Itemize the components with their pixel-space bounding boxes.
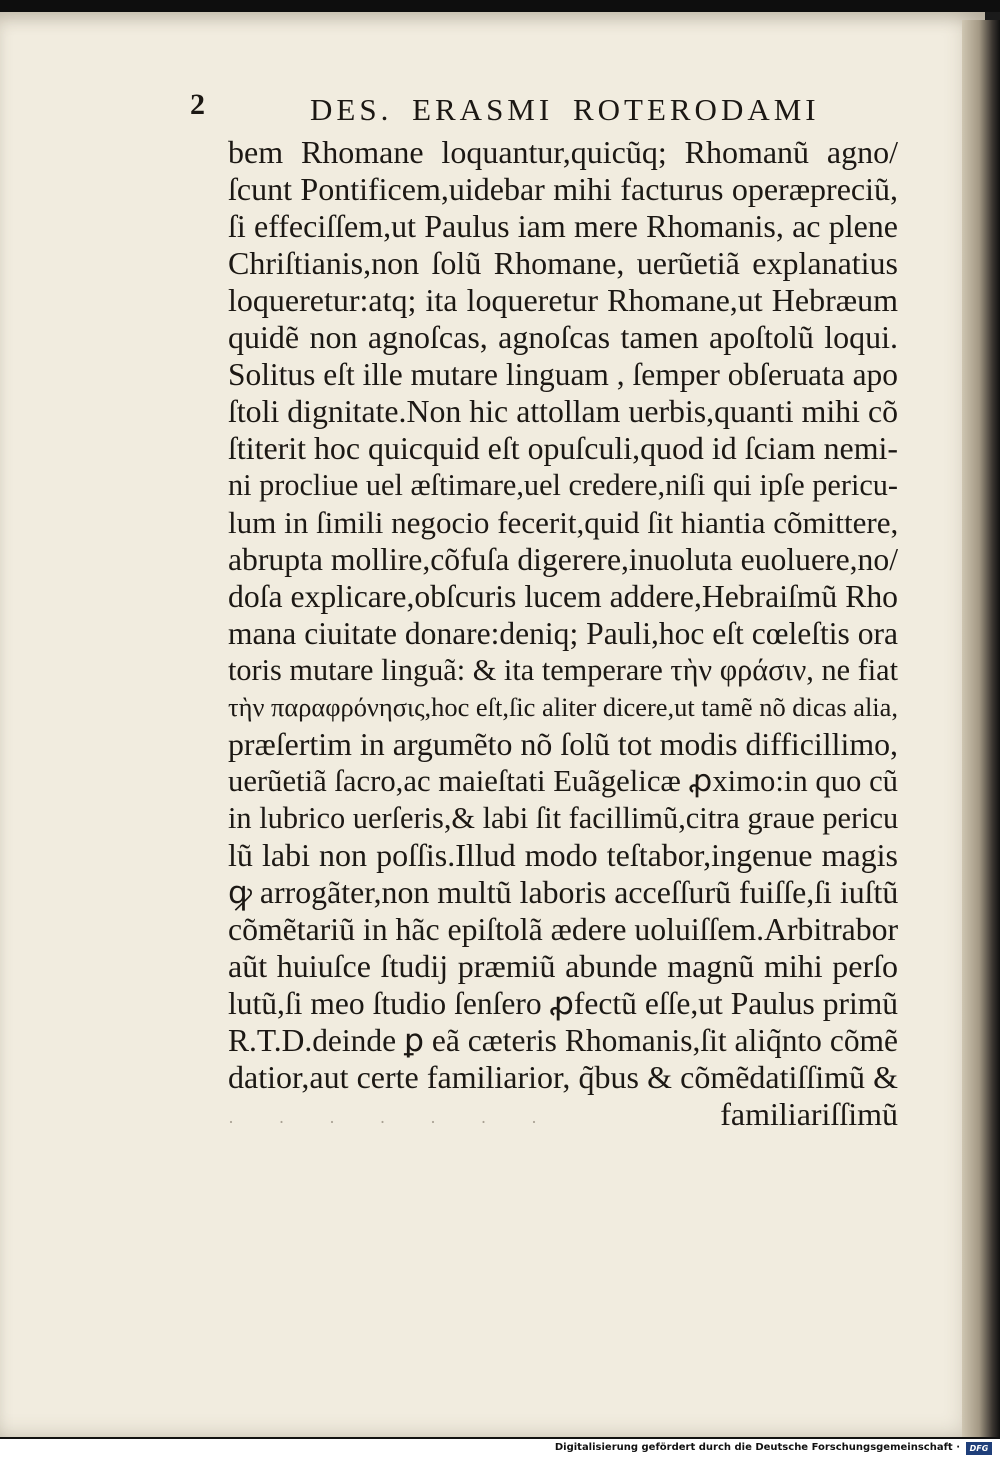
text-line: uerũetiã ſacro,ac maieſtati Euãgelicæ ꝓximo:in quo cũ — [228, 764, 898, 798]
text-line: doſa explicare,obſcuris lucem addere,Hebraiſmũ Rho — [228, 579, 898, 614]
faint-show-through-marks: · · · · · · · — [228, 1112, 557, 1132]
text-line: Chriſtianis,non ſolũ Rhomane, uerũetiã explanatius — [228, 245, 898, 281]
text-line: ꝙ arrogãter,non multũ laboris acceſſurũ fuiſſe,ſi iuſtũ — [228, 875, 899, 910]
text-line: mana ciuitate donare:deniq; Pauli,hoc eſt cœleſtis ora — [228, 616, 898, 651]
page-binding-shadow — [962, 20, 1000, 1438]
text-line: ſtoli dignitate.Non hic attollam uerbis,quanti mihi cõ — [228, 394, 898, 429]
text-line: toris mutare linguã: & ita temperare τὴν φράσιν, ne fiat — [228, 653, 898, 687]
text-line: Solitus eſt ille mutare linguam , ſemper obſeruata apo — [228, 357, 898, 392]
footer-credit: Digitalisierung gefördert durch die Deutsche Forschungsgemeinschaft · — [554, 1442, 960, 1453]
text-line: quidẽ non agnoſcas, agnoſcas tamen apoſtolũ loqui. — [228, 319, 898, 355]
text-line: aũt huiuſce ſtudij præmiũ abunde magnũ mihi perſo — [228, 948, 898, 984]
scan-top-edge — [0, 0, 1000, 12]
text-line: præſertim in argumẽto nõ ſolũ tot modis difficillimo, — [228, 727, 898, 762]
text-line: ſtiterit hoc quicquid eſt opuſculi,quod id ſciam nemi- — [228, 431, 898, 466]
text-line: bem Rhomane loquantur,quicũq; Rhomanũ agno/ — [228, 134, 898, 170]
text-line: lum in ſimili negocio fecerit,quid ſit hiantia cõmittere, — [228, 505, 899, 540]
text-line: in lubrico uerſeris,& labi ſit facillimũ,citra graue pericu — [228, 801, 899, 835]
text-line: abrupta mollire,cõfuſa digerere,inuoluta euoluere,no/ — [228, 542, 898, 577]
text-line: datior,aut certe familiarior, q̃bus & cõmẽdatiſſimũ & — [228, 1059, 898, 1095]
page-number: 2 — [190, 88, 205, 121]
dfg-logo-icon: DFG — [966, 1442, 992, 1455]
body-text — [228, 134, 898, 1133]
text-line: cõmẽtariũ in hãc epiſtolã ædere uoluiſſem.Arbitrabor — [228, 912, 899, 947]
text-line: lutũ,ſi meo ſtudio ſenſero ꝓfectũ eſſe,ut Paulus primũ — [228, 986, 898, 1021]
text-line: R.T.D.deinde ꝑ eã cæteris Rhomanis,ſit aliq̃nto cõmẽ — [228, 1023, 898, 1058]
catchword-line: familiariſſimũ — [720, 1096, 898, 1132]
text-line: ſi effeciſſem,ut Paulus iam mere Rhomanis, ac plene — [228, 208, 898, 244]
text-line: τὴν παραφρόνησις,hoc eſt,ſic aliter dicere,ut tamẽ nõ dicas alia, — [228, 692, 898, 722]
text-line: ni procliue uel æſtimare,uel credere,niſi qui ipſe pericu- — [228, 468, 898, 502]
digitization-footer — [0, 1437, 1000, 1459]
running-head: DES. ERASMI ROTERODAMI — [310, 92, 820, 127]
text-line: loqueretur:atq; ita loqueretur Rhomane,ut Hebræum — [228, 282, 898, 318]
text-line: ſcunt Pontificem,uidebar mihi facturus operæpreciũ, — [228, 171, 898, 207]
text-line: lũ labi non poſſis.Illud modo teſtabor,ingenue magis — [228, 837, 898, 873]
